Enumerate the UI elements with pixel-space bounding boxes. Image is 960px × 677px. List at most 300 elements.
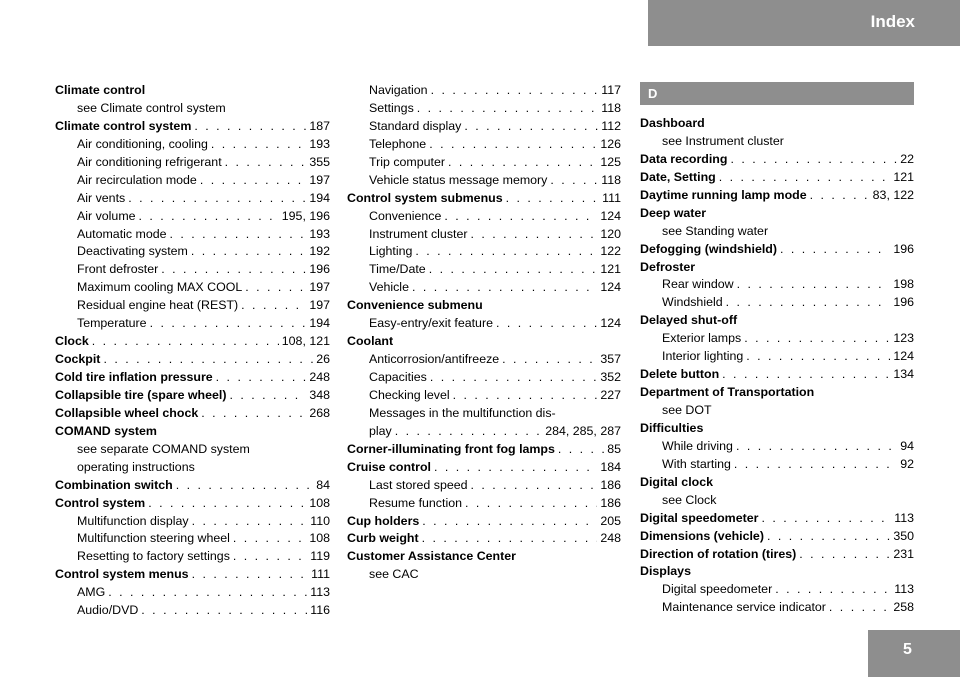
index-term: Trip computer [369, 154, 445, 169]
index-term: Front defroster [77, 262, 159, 277]
index-page-ref: 108 [309, 495, 330, 510]
index-term: Capacities [369, 370, 427, 384]
dot-leader [448, 154, 597, 172]
index-term: Maximum cooling MAX COOL [77, 280, 243, 295]
index-subentry [347, 243, 621, 261]
index-column-3-entries [640, 115, 914, 617]
index-entry [347, 513, 621, 531]
index-page-ref: 355 [309, 154, 330, 169]
index-entry [640, 241, 914, 259]
index-term: Automatic mode [77, 226, 167, 241]
dot-leader [92, 333, 279, 351]
index-subentry [55, 243, 330, 261]
index-term: Maintenance service indicator [662, 600, 826, 615]
index-subentry [347, 477, 621, 495]
dot-leader [502, 351, 597, 369]
index-page-ref: 231 [893, 546, 914, 561]
index-page-ref: 186 [600, 495, 621, 510]
index-term: Date, Setting [640, 169, 716, 184]
index-page-ref: 123 [893, 331, 914, 346]
index-subentry [640, 330, 914, 348]
index-page-ref: 92 [900, 456, 914, 471]
dot-leader [103, 351, 313, 369]
index-entry [640, 151, 914, 169]
index-entry [640, 187, 914, 205]
index-subentry [55, 548, 330, 566]
page-title: Index [870, 12, 915, 31]
index-entry [640, 366, 914, 384]
index-page-ref: 26 [316, 352, 330, 367]
index-entry [347, 333, 621, 351]
index-subentry [640, 133, 914, 151]
index-term: Deactivating system [77, 244, 188, 259]
index-subentry [640, 599, 914, 617]
index-term: Control system menus [55, 567, 189, 582]
index-term: see Standing water [662, 223, 769, 238]
index-page-ref: 258 [893, 600, 914, 615]
page-number-tab [868, 630, 960, 677]
index-page-ref: 248 [600, 531, 621, 546]
index-page-ref: 110 [310, 513, 330, 528]
index-subentry [55, 459, 330, 477]
index-page-ref: 124 [600, 208, 621, 223]
index-page-ref: 124 [893, 349, 914, 364]
index-page-ref: 134 [893, 367, 914, 382]
index-entry [640, 420, 914, 438]
dot-leader [415, 243, 597, 261]
dot-leader [444, 208, 597, 226]
index-page-ref: 193 [309, 226, 330, 241]
index-term: Cockpit [55, 352, 101, 367]
index-page-ref: 194 [309, 190, 330, 205]
dot-leader [216, 369, 307, 387]
index-term: see separate COMAND system [77, 441, 250, 456]
dot-leader [471, 477, 598, 495]
index-page-ref: 122 [600, 244, 621, 259]
dot-leader [148, 495, 306, 513]
index-term: Anticorrosion/antifreeze [369, 352, 500, 367]
index-entry [640, 259, 914, 277]
index-subentry [55, 279, 330, 297]
index-page-ref: 85 [607, 441, 621, 456]
index-term: Resume function [369, 495, 462, 510]
index-term: Instrument cluster [369, 226, 468, 241]
index-term: Direction of rotation (tires) [640, 546, 797, 561]
index-term: Climate control [55, 83, 146, 97]
index-entry [640, 312, 914, 330]
dot-leader [780, 241, 890, 259]
index-term: Temperature [77, 316, 147, 331]
index-subentry [55, 154, 330, 172]
index-page-ref: 125 [600, 154, 621, 169]
index-page-ref: 111 [311, 567, 330, 582]
index-page-ref: 112 [601, 118, 621, 133]
index-page-ref: 119 [310, 549, 330, 564]
index-term: Curb weight [347, 531, 419, 546]
index-entry [55, 118, 330, 136]
dot-leader [453, 387, 598, 405]
index-entry [640, 528, 914, 546]
index-subentry [640, 276, 914, 294]
index-subentry [347, 405, 621, 423]
index-term: Deep water [640, 205, 707, 220]
index-subentry [347, 261, 621, 279]
index-page-ref: 205 [600, 513, 621, 528]
dot-leader [245, 279, 306, 297]
index-term: Dashboard [640, 116, 705, 130]
index-subentry [347, 495, 621, 513]
index-subentry [347, 566, 621, 584]
section-letter: D [648, 86, 658, 101]
index-page-ref: 118 [601, 172, 621, 187]
index-term: see Clock [662, 492, 717, 507]
index-page-ref: 113 [894, 582, 914, 597]
dot-leader [233, 548, 307, 566]
index-page-ref: 357 [600, 352, 621, 367]
index-page-ref: 116 [310, 603, 330, 618]
page-number: 5 [903, 641, 912, 658]
index-term: Customer Assistance Center [347, 549, 516, 564]
index-page-ref: 124 [600, 280, 621, 295]
index-term: see DOT [662, 403, 712, 417]
dot-leader [829, 599, 890, 617]
index-page-ref: 186 [600, 477, 621, 492]
index-page-ref: 108 [309, 531, 330, 546]
index-page-ref: 124 [600, 316, 621, 331]
index-page-ref: 117 [601, 83, 621, 97]
index-entry [55, 333, 330, 351]
index-term: Collapsible wheel chock [55, 405, 199, 420]
index-page-ref: 197 [309, 280, 330, 295]
index-page-ref: 352 [600, 370, 621, 384]
index-subentry [640, 492, 914, 510]
index-entry [347, 190, 621, 208]
index-subentry [55, 315, 330, 333]
index-entry [347, 459, 621, 477]
index-term: play [369, 423, 392, 438]
index-term: Navigation [369, 83, 428, 97]
index-term: AMG [77, 585, 106, 600]
index-term: see Instrument cluster [662, 133, 784, 148]
dot-leader [496, 315, 597, 333]
index-subentry [55, 172, 330, 190]
dot-leader [730, 151, 897, 169]
index-term: Convenience submenu [347, 298, 483, 313]
index-term: Air volume [77, 208, 136, 223]
index-page-ref: 192 [309, 244, 330, 259]
dot-leader [201, 405, 306, 423]
dot-leader [233, 530, 306, 548]
index-page-ref: 126 [600, 136, 621, 151]
dot-leader [734, 456, 897, 474]
dot-leader [150, 315, 307, 333]
dot-leader [422, 530, 598, 548]
index-page-ref: 197 [309, 172, 330, 187]
dot-leader [506, 190, 600, 208]
index-page-ref: 94 [900, 438, 914, 453]
index-term: Combination switch [55, 477, 173, 492]
index-entry [640, 510, 914, 528]
index-entry [55, 495, 330, 513]
dot-leader [192, 513, 308, 531]
dot-leader [744, 330, 890, 348]
dot-leader [470, 226, 597, 244]
index-subentry [640, 223, 914, 241]
index-term: Audio/DVD [77, 603, 139, 618]
index-term: Digital clock [640, 474, 713, 489]
index-term: Air conditioning, cooling [77, 136, 208, 151]
index-page-ref: 120 [600, 226, 621, 241]
index-term: Cup holders [347, 513, 420, 528]
index-term: Cold tire inflation pressure [55, 370, 213, 384]
index-subentry [347, 315, 621, 333]
index-entry [55, 477, 330, 495]
dot-leader [139, 208, 279, 226]
index-entry [640, 563, 914, 581]
index-term: Vehicle [369, 280, 409, 295]
index-term: see Climate control system [77, 100, 226, 115]
index-subentry [640, 456, 914, 474]
index-term: Multifunction steering wheel [77, 531, 230, 546]
index-term: COMAND system [55, 423, 157, 438]
index-term: Exterior lamps [662, 331, 742, 346]
dot-leader [464, 118, 598, 136]
index-term: Digital speedometer [662, 582, 773, 597]
index-entry [640, 169, 914, 187]
index-entry [347, 441, 621, 459]
index-term: Cruise control [347, 459, 431, 474]
index-term: Settings [369, 100, 414, 115]
dot-leader [434, 459, 597, 477]
index-subentry [640, 294, 914, 312]
dot-leader [108, 584, 307, 602]
index-term: Easy-entry/exit feature [369, 316, 493, 331]
index-term: Vehicle status message memory [369, 172, 548, 187]
index-page-ref: 268 [309, 405, 330, 420]
index-term: Interior lighting [662, 349, 744, 364]
index-term: Delayed shut-off [640, 313, 738, 328]
index-term: Air vents [77, 190, 126, 205]
dot-leader [128, 190, 306, 208]
dot-leader [431, 82, 599, 100]
dot-leader [225, 154, 307, 172]
dot-leader [746, 348, 890, 366]
index-term: Air conditioning refrigerant [77, 154, 222, 169]
index-term: Digital speedometer [640, 510, 759, 525]
index-page-ref: 121 [893, 169, 914, 184]
index-page-ref: 248 [309, 370, 330, 384]
index-page-ref: 196 [893, 241, 914, 256]
index-page-ref: 84 [316, 477, 330, 492]
dot-leader [417, 100, 598, 118]
index-subentry [55, 297, 330, 315]
index-entry [55, 82, 330, 100]
index-term: Daytime running lamp mode [640, 187, 807, 202]
dot-leader [412, 279, 597, 297]
index-page-ref: 196 [893, 295, 914, 310]
dot-leader [767, 528, 890, 546]
dot-leader [395, 423, 542, 441]
index-term: see CAC [369, 567, 419, 582]
index-term: Clock [55, 334, 89, 349]
dot-leader [194, 118, 306, 136]
index-subentry [347, 208, 621, 226]
index-term: Coolant [347, 334, 394, 349]
index-subentry [55, 513, 330, 531]
index-entry [640, 546, 914, 564]
dot-leader [422, 513, 597, 531]
index-entry [55, 405, 330, 423]
dot-leader [200, 172, 306, 190]
index-entry [55, 351, 330, 369]
dot-leader [211, 136, 306, 154]
index-term: Resetting to factory settings [77, 549, 230, 564]
dot-leader [429, 261, 598, 279]
index-entry [640, 384, 914, 402]
index-entry [55, 387, 330, 405]
index-term: Corner-illuminating front fog lamps [347, 441, 555, 456]
dot-leader [761, 510, 891, 528]
index-subentry [55, 261, 330, 279]
dot-leader [810, 187, 870, 205]
dot-leader [799, 546, 890, 564]
index-subentry [55, 208, 330, 226]
dot-leader [726, 294, 891, 312]
index-term: Last stored speed [369, 477, 468, 492]
index-page-ref: 113 [310, 585, 330, 600]
index-subentry [347, 154, 621, 172]
dot-leader [430, 369, 597, 387]
index-term: Messages in the multifunction dis- [369, 405, 556, 420]
index-subentry [347, 118, 621, 136]
index-entry [640, 115, 914, 133]
index-term: Windshield [662, 295, 723, 310]
dot-leader [737, 276, 891, 294]
index-term: Convenience [369, 208, 442, 223]
index-subentry [347, 100, 621, 118]
index-page-ref: 187 [309, 118, 330, 133]
index-term: Defroster [640, 259, 696, 274]
index-page-ref: 194 [309, 316, 330, 331]
index-page-ref: 284, 285, 287 [545, 423, 621, 438]
index-subentry [347, 172, 621, 190]
index-entry [640, 205, 914, 223]
dot-leader [558, 441, 604, 459]
dot-leader [736, 438, 897, 456]
index-page-ref: 195, 196 [281, 208, 330, 223]
index-term: Standard display [369, 118, 462, 133]
index-page-ref: 193 [309, 136, 330, 151]
dot-leader [465, 495, 597, 513]
dot-leader [161, 261, 306, 279]
index-entry [347, 297, 621, 315]
index-term: Climate control system [55, 118, 192, 133]
index-term: Residual engine heat (REST) [77, 298, 239, 313]
index-term: Lighting [369, 244, 413, 259]
index-term: Multifunction display [77, 513, 189, 528]
index-page-ref: 108, 121 [281, 334, 330, 349]
index-page-ref: 111 [602, 190, 621, 205]
index-subentry [347, 136, 621, 154]
section-letter-header [640, 82, 914, 105]
index-entry [347, 548, 621, 566]
index-page-ref: 227 [600, 387, 621, 402]
index-term: With starting [662, 456, 731, 471]
index-subentry [347, 369, 621, 387]
index-page-ref: 118 [601, 100, 621, 115]
dot-leader [176, 477, 313, 495]
index-column-1 [55, 82, 330, 620]
index-page-ref: 184 [600, 459, 621, 474]
index-term: Rear window [662, 277, 734, 292]
index-term: Control system submenus [347, 190, 503, 205]
dot-leader [241, 297, 306, 315]
index-term: Delete button [640, 367, 720, 382]
index-subentry [347, 423, 621, 441]
index-term: Control system [55, 495, 146, 510]
index-term: Checking level [369, 387, 450, 402]
index-term: Displays [640, 564, 691, 579]
dot-leader [719, 169, 891, 187]
index-subentry [640, 348, 914, 366]
dot-leader [550, 172, 598, 190]
index-page-ref: 22 [900, 151, 914, 166]
index-term: Department of Transportation [640, 385, 815, 400]
dot-leader [170, 226, 307, 244]
index-term: Collapsible tire (spare wheel) [55, 387, 227, 402]
index-term: Air recirculation mode [77, 172, 197, 187]
dot-leader [722, 366, 890, 384]
index-term: Difficulties [640, 420, 704, 435]
index-column-3 [640, 82, 914, 617]
index-subentry [347, 226, 621, 244]
index-subentry [55, 226, 330, 244]
index-subentry [347, 279, 621, 297]
index-page-ref: 197 [309, 298, 330, 313]
index-term: Dimensions (vehicle) [640, 528, 764, 543]
index-term: While driving [662, 438, 733, 453]
index-page-ref: 348 [309, 387, 330, 402]
index-subentry [640, 438, 914, 456]
index-subentry [347, 82, 621, 100]
index-subentry [55, 190, 330, 208]
index-page-ref: 350 [893, 528, 914, 543]
index-subentry [55, 100, 330, 118]
dot-leader [192, 566, 309, 584]
index-term: operating instructions [77, 459, 195, 474]
index-subentry [347, 387, 621, 405]
dot-leader [229, 387, 306, 405]
index-subentry [640, 402, 914, 420]
index-page-ref: 196 [309, 262, 330, 277]
dot-leader [141, 602, 307, 620]
index-subentry [55, 602, 330, 620]
index-subentry [347, 351, 621, 369]
index-page-ref: 198 [893, 277, 914, 292]
index-entry [347, 530, 621, 548]
index-entry [55, 423, 330, 441]
index-subentry [55, 441, 330, 459]
index-term: Time/Date [369, 262, 426, 277]
dot-leader [775, 581, 891, 599]
index-subentry [55, 584, 330, 602]
index-page-ref: 113 [894, 510, 914, 525]
index-entry [640, 474, 914, 492]
index-subentry [640, 581, 914, 599]
index-subentry [55, 136, 330, 154]
index-term: Data recording [640, 151, 728, 166]
index-page-ref: 121 [600, 262, 621, 277]
